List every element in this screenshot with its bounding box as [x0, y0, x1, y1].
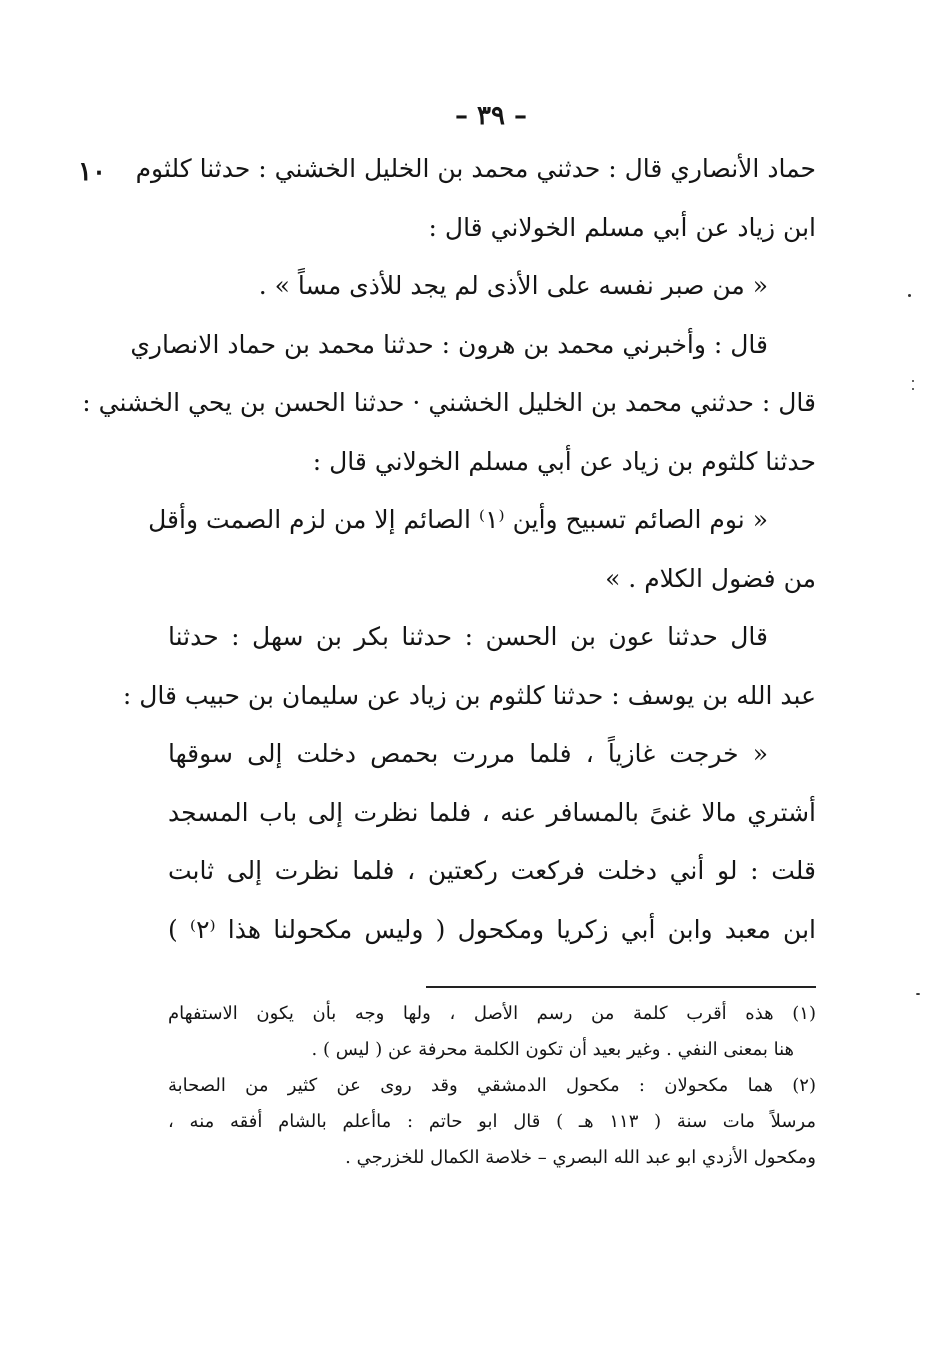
page-number: – ٣٩ – — [454, 101, 528, 131]
print-speck — [912, 388, 914, 390]
margin-line-number: ١٠ — [78, 157, 106, 187]
footnote-line: (٢) هما مكحولان : مكحول الدمشقي وقد روى عن كثير من الصحابة — [168, 1075, 816, 1096]
text-line: عبد الله بن يوسف : حدثنا كلثوم بن زياد عن سليمان بن حبيب قال : — [122, 680, 816, 710]
text-line: قال : حدثني محمد بن الخليل الخشني · حدثنا الحسن بن يحي الخشني : — [82, 388, 816, 417]
footnote-divider — [426, 986, 816, 988]
quote-line: « خرجت غازياً ، فلما مررت بحمص دخلت إلى سوقها — [168, 739, 768, 768]
text-line: حماد الأنصاري قال : حدثني محمد بن الخليل الخشني : حدثنا كلثوم — [135, 154, 816, 183]
quote-line: أشتري مالا غنىً بالمسافر عنه ، فلما نظرت إلى باب المسجد — [168, 797, 816, 827]
footnotes — [168, 996, 816, 1176]
quote-line: قلت : لو أني دخلت فركعت ركعتين ، فلما نظرت إلى ثابت — [168, 856, 816, 885]
quote-line: « من صبر نفسه على الأذى لم يجد للأذى مساً » . — [258, 271, 768, 300]
print-speck — [908, 294, 911, 297]
print-speck — [912, 380, 914, 382]
text-line: ابن زياد عن أبي مسلم الخولاني قال : — [428, 212, 816, 242]
print-speck — [916, 993, 920, 995]
footnote-line: ومكحول الأزدي ابو عبد الله البصري – خلاصة الكمال للخزرجي . — [345, 1147, 816, 1168]
quote-line: ابن معبد وابن أبي زكريا ومكحول ( وليس مكحولنا هذا ⁽٢⁾ ) — [168, 914, 816, 944]
footnote-line: هنا بمعنى النفي . وغير بعيد أن تكون الكلمة محرفة عن ( ليس ) . — [311, 1039, 794, 1060]
text-line: حدثنا كلثوم بن زياد عن أبي مسلم الخولاني قال : — [312, 446, 816, 476]
quote-line: من فضول الكلام . » — [605, 563, 816, 593]
text-line: قال حدثنا عون بن الحسن : حدثنا بكر بن سهل : حدثنا — [168, 622, 768, 651]
footnote-line: مرسلاً مات سنة ( ١١٣ هـ ) قال ابو حاتم : ماأعلم بالشام أفقه منه ، — [168, 1111, 817, 1132]
text-line: قال : وأخبرني محمد بن هرون : حدثنا محمد بن حماد الانصاري — [130, 329, 768, 359]
footnote-line: (١) هذه أقرب كلمة من رسم الأصل ، ولها وجه بأن يكون الاستفهام — [168, 1003, 816, 1024]
quote-line: « نوم الصائم تسبيح وأين ⁽١⁾ الصائم إلا من لزم الصمت وأقل — [148, 505, 768, 534]
